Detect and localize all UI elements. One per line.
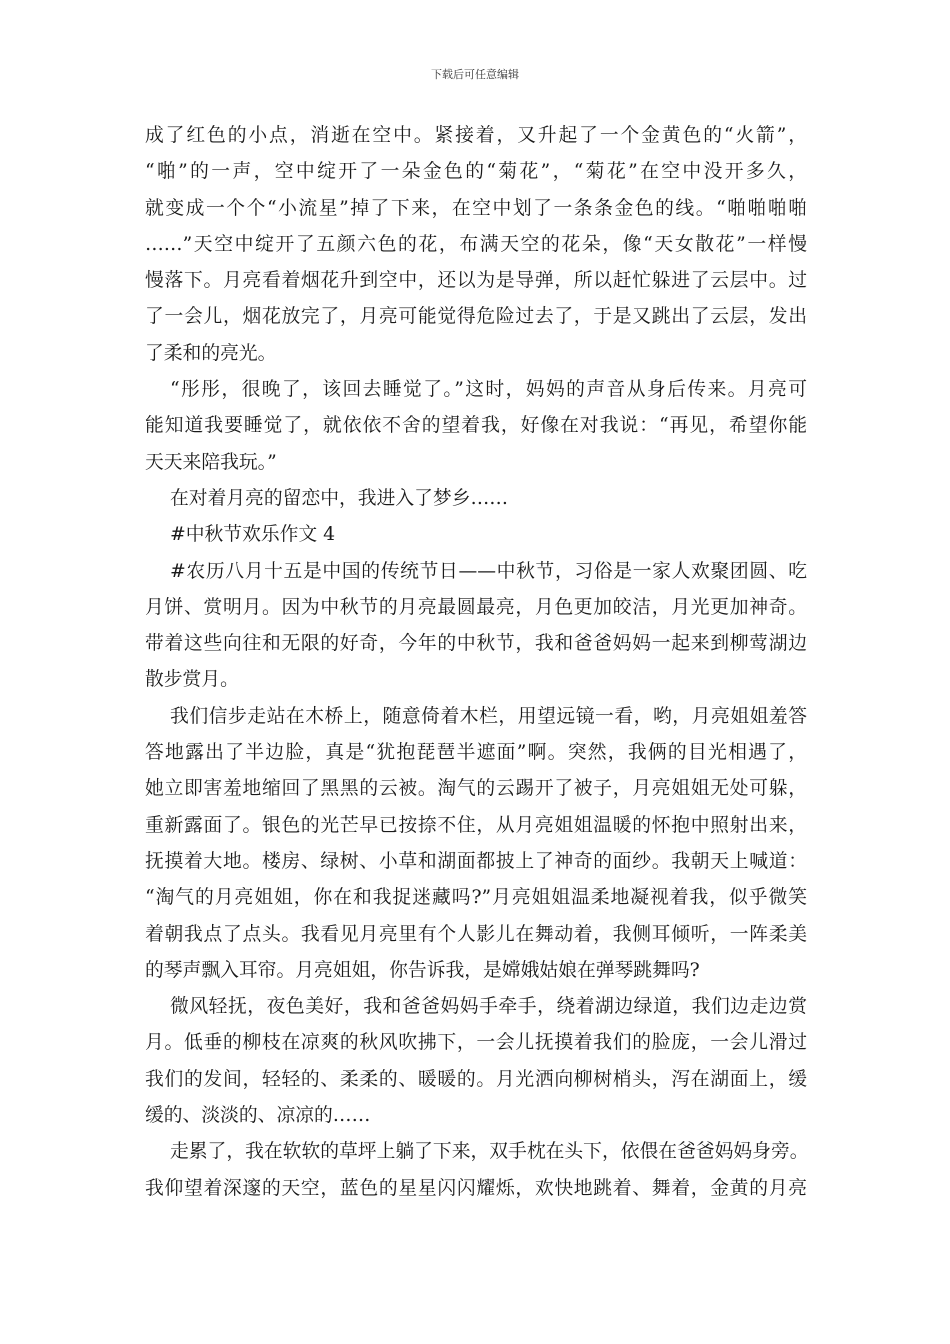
- text-line: 月。低垂的柳枝在凉爽的秋风吹拂下，一会儿抚摸着我们的脸庞，一会儿滑过: [145, 1032, 807, 1054]
- text-line: 能知道我要睡觉了，就依依不舍的望着我，好像在对我说：“再见，希望你能: [145, 415, 807, 437]
- text-line: 着朝我点了点头。我看见月亮里有个人影儿在舞动着，我侧耳倾听，一阵柔美: [145, 923, 807, 945]
- text-line: 成了红色的小点，消逝在空中。紧接着，又升起了一个金黄色的“火箭”，: [145, 125, 807, 146]
- text-line: 抚摸着大地。楼房、绿树、小草和湖面都披上了神奇的面纱。我朝天上喊道：: [145, 850, 807, 872]
- text-line: 重新露面了。银色的光芒早已按捺不住，从月亮姐姐温暖的怀抱中照射出来，: [145, 814, 807, 836]
- text-line: 就变成一个个“小流星”掉了下来，在空中划了一条条金色的线。“啪啪啪啪: [145, 197, 807, 219]
- text-line: 散步赏月。: [145, 669, 239, 691]
- text-line: “啪”的一声，空中绽开了一朵金色的“菊花”，“菊花”在空中没开多久，: [145, 161, 807, 183]
- text-line: 她立即害羞地缩回了黑黑的云被。淘气的云踢开了被子，月亮姐姐无处可躲，: [145, 778, 807, 800]
- text-line: 缓的、淡淡的、凉凉的……: [145, 1105, 371, 1127]
- text-line: 答地露出了半边脸，真是“犹抱琵琶半遮面”啊。突然，我俩的目光相遇了，: [145, 742, 807, 764]
- page-header: 下载后可任意编辑: [431, 68, 519, 81]
- text-line: 微风轻抚，夜色美好，我和爸爸妈妈手牵手，绕着湖边绿道，我们边走边赏: [170, 996, 807, 1018]
- text-line: 了柔和的亮光。: [145, 342, 277, 364]
- text-line: 我仰望着深邃的天空，蓝色的星星闪闪耀烁，欢快地跳着、舞着，金黄的月亮: [145, 1177, 807, 1199]
- text-line: 月饼、赏明月。因为中秋节的月亮最圆最亮，月色更加皎洁，月光更加神奇。: [145, 596, 807, 618]
- text-line: 在对着月亮的留恋中，我进入了梦乡……: [170, 487, 509, 509]
- text-line: 我们的发间，轻轻的、柔柔的、暖暖的。月光洒向柳树梢头，泻在湖面上，缓: [145, 1068, 807, 1090]
- text-line: “彤彤，很晚了，该回去睡觉了。”这时，妈妈的声音从身后传来。月亮可: [170, 379, 807, 401]
- text-line: 走累了，我在软软的草坪上躺了下来，双手枕在头下，依偎在爸爸妈妈身旁。: [170, 1141, 809, 1163]
- text-line: 的琴声飘入耳帘。月亮姐姐，你告诉我，是嫦娥姑娘在弹琴跳舞吗?: [145, 959, 700, 981]
- text-line: 天天来陪我玩。”: [145, 451, 277, 473]
- text-line: 我们信步走站在木桥上，随意倚着木栏，用望远镜一看，哟，月亮姐姐羞答: [170, 705, 807, 727]
- text-line: 了一会儿，烟花放完了，月亮可能觉得危险过去了，于是又跳出了云层，发出: [145, 306, 807, 328]
- text-line: 带着这些向往和无限的好奇，今年的中秋节，我和爸爸妈妈一起来到柳莺湖边: [145, 633, 807, 655]
- text-line: #中秋节欢乐作文 4: [170, 524, 336, 546]
- text-line: #农历八月十五是中国的传统节日——中秋节，习俗是一家人欢聚团圆、吃: [170, 560, 807, 582]
- text-line: 慢落下。月亮看着烟花升到空中，还以为是导弹，所以赶忙躲进了云层中。过: [145, 270, 807, 292]
- text-line: “淘气的月亮姐姐，你在和我捉迷藏吗?”月亮姐姐温柔地凝视着我，似乎微笑: [145, 887, 807, 909]
- text-line: ……”天空中绽开了五颜六色的花，布满天空的花朵，像“天女散花”一样慢: [145, 233, 807, 255]
- document-body: [145, 118, 807, 1207]
